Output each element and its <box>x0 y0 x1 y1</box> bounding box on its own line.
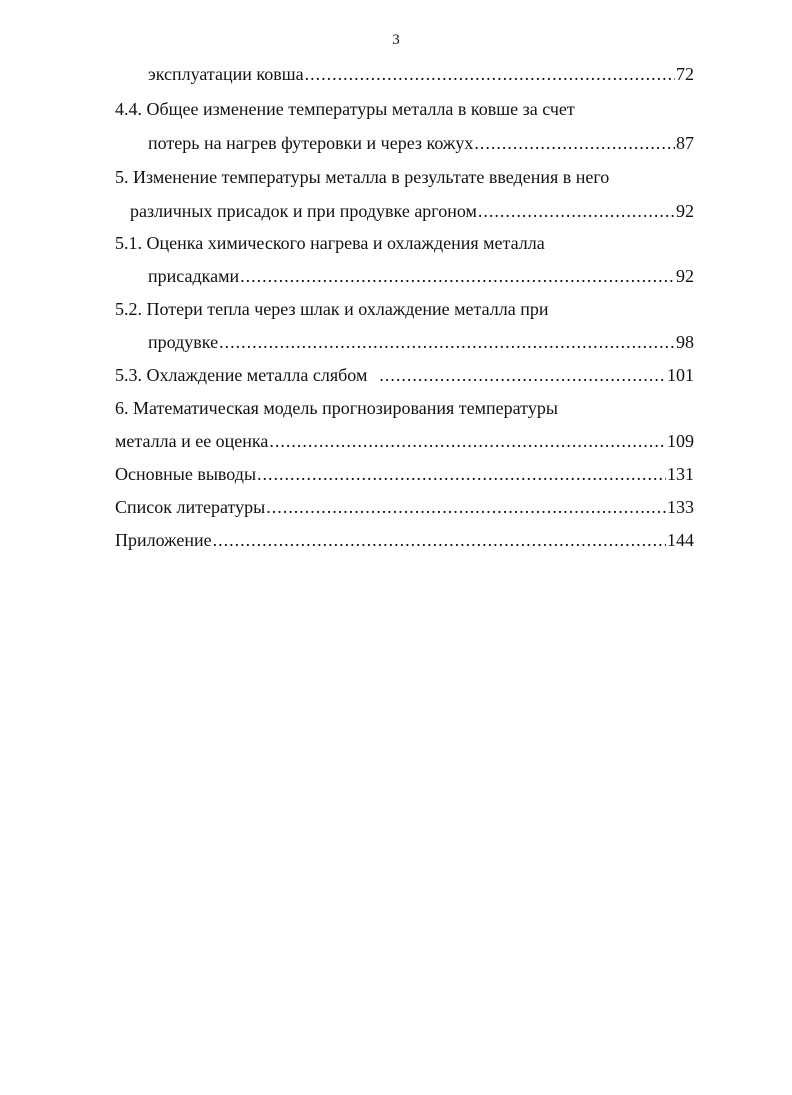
toc-entry <box>115 165 694 189</box>
toc-entry-page: 101 <box>667 365 694 385</box>
toc-entry-title: 5.3. Охлаждение металла слябом <box>115 365 368 385</box>
toc-entry-page: 72 <box>676 64 694 84</box>
toc-entry <box>115 462 694 486</box>
toc-leader-dots <box>305 62 675 86</box>
toc-entry <box>115 297 694 321</box>
toc-entry-title: различных присадок и при продувке аргоном <box>130 201 477 221</box>
toc-entry-title: 5. Изменение температуры металла в результате введения в него <box>115 167 610 187</box>
toc-entry-page: 109 <box>667 431 694 451</box>
toc-entry <box>148 62 694 86</box>
toc-entry-title: 4.4. Общее изменение температуры металла в ковше за счет <box>115 99 575 119</box>
toc-entry-title: Приложение <box>115 530 212 550</box>
toc-entry-page: 92 <box>676 201 694 221</box>
toc-entry-title: 5.1. Оценка химического нагрева и охлаждения металла <box>115 233 545 253</box>
toc-entry <box>115 495 694 519</box>
toc-leader-dots <box>269 429 666 453</box>
toc-entry-title: металла и ее оценка <box>115 431 269 451</box>
toc-leader-dots <box>257 462 666 486</box>
toc-entry-title: продувке <box>148 332 219 352</box>
toc-entry-title: эксплуатации ковша <box>148 64 304 84</box>
toc-entry <box>130 199 694 223</box>
toc-entry <box>148 330 694 354</box>
toc-entry-title: Список литературы <box>115 497 266 517</box>
toc-entry <box>115 528 694 552</box>
toc-leader-dots <box>474 131 675 155</box>
toc-leader-dots <box>379 363 666 387</box>
toc-entry <box>115 429 694 453</box>
toc-leader-dots <box>240 264 675 288</box>
toc-entry-title: 5.2. Потери тепла через шлак и охлаждение металла при <box>115 299 549 319</box>
toc-entry <box>115 396 694 420</box>
toc-entry-title: потерь на нагрев футеровки и через кожух <box>148 133 474 153</box>
toc-leader-dots <box>478 199 675 223</box>
toc-entry <box>148 131 694 155</box>
toc-entry-page: 144 <box>667 530 694 550</box>
toc-entry-page: 92 <box>676 266 694 286</box>
toc-leader-dots <box>266 495 666 519</box>
toc-entry <box>115 363 694 387</box>
page-number: 3 <box>392 32 400 48</box>
toc-leader-dots <box>219 330 675 354</box>
toc-entry-title: Основные выводы <box>115 464 257 484</box>
toc-entry-page: 98 <box>676 332 694 352</box>
toc-entry-page: 131 <box>667 464 694 484</box>
toc-entry <box>115 97 694 121</box>
toc-leader-dots <box>213 528 666 552</box>
toc-entry <box>148 264 694 288</box>
toc-entry <box>115 231 694 255</box>
toc-entry-title: 6. Математическая модель прогнозирования температуры <box>115 398 558 418</box>
toc-entry-page: 87 <box>676 133 694 153</box>
toc-entry-page: 133 <box>667 497 694 517</box>
toc-entry-title: присадками <box>148 266 240 286</box>
